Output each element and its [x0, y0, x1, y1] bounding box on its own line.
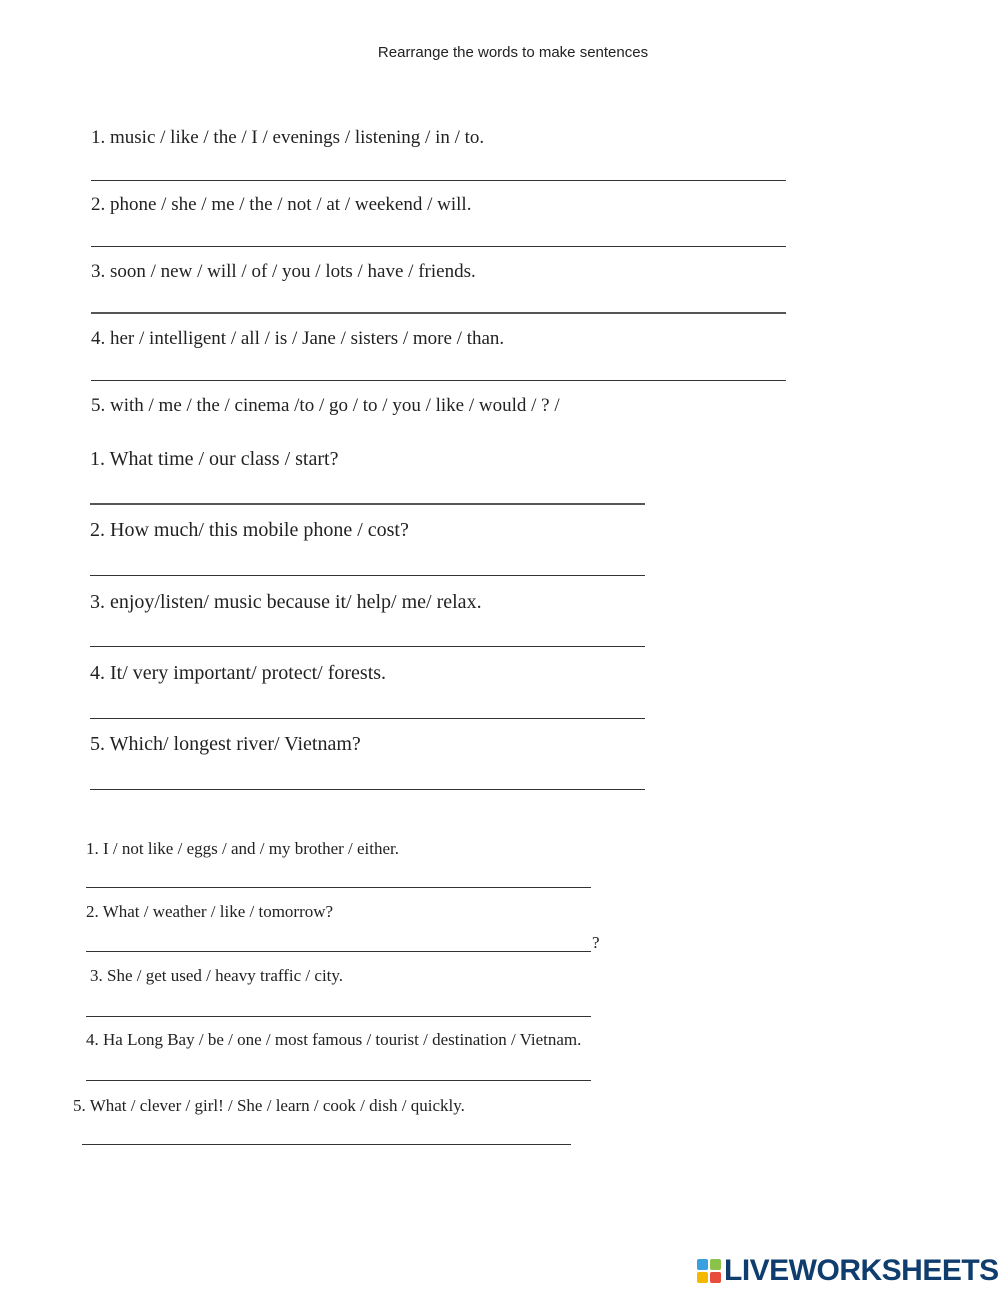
logo-square-blue — [697, 1259, 708, 1270]
logo-square-green — [710, 1259, 721, 1270]
question-3-2: 2. What / weather / like / tomorrow? — [86, 902, 334, 921]
answer-line-2-5[interactable] — [90, 789, 645, 790]
question-2-5: 5. Which/ longest river/ Vietnam? — [90, 733, 361, 755]
question-2-1: 1. What time / our class / start? — [90, 448, 339, 470]
question-1-1: 1. music / like / the / I / evenings / listening / in / to. — [91, 127, 485, 148]
question-2-4: 4. It/ very important/ protect/ forests. — [90, 662, 387, 684]
question-3-1: 1. I / not like / eggs / and / my brother / either. — [86, 839, 400, 858]
question-1-3: 3. soon / new / will / of / you / lots / have / friends. — [91, 261, 476, 282]
answer-line-3-5[interactable] — [82, 1144, 571, 1145]
logo-text: LIVEWORKSHEETS — [724, 1254, 999, 1287]
logo-square-yellow — [697, 1272, 708, 1283]
logo-square-red — [710, 1272, 721, 1283]
answer-line-2-1[interactable] — [90, 503, 645, 505]
question-3-4: 4. Ha Long Bay / be / one / most famous / tourist / destination / Vietnam. — [86, 1030, 582, 1049]
answer-line-1-2[interactable] — [91, 246, 786, 247]
answer-question-mark: ? — [592, 933, 600, 952]
page-title: Rearrange the words to make sentences — [377, 44, 649, 61]
answer-line-1-4[interactable] — [91, 380, 786, 381]
question-2-2: 2. How much/ this mobile phone / cost? — [90, 519, 409, 541]
answer-line-3-2[interactable] — [86, 951, 591, 952]
answer-line-2-4[interactable] — [90, 718, 645, 719]
question-2-3: 3. enjoy/listen/ music because it/ help/ me/ relax. — [90, 591, 482, 613]
question-1-2: 2. phone / she / me / the / not / at / weekend / will. — [91, 194, 472, 215]
liveworksheets-logo-icon — [697, 1259, 721, 1283]
question-3-3: 3. She / get used / heavy traffic / city. — [90, 966, 344, 985]
question-3-5: 5. What / clever / girl! / She / learn / cook / dish / quickly. — [73, 1096, 465, 1115]
answer-line-2-2[interactable] — [90, 575, 645, 576]
answer-line-3-4[interactable] — [86, 1080, 591, 1081]
answer-line-2-3[interactable] — [90, 646, 645, 647]
answer-line-3-3[interactable] — [86, 1016, 591, 1017]
question-1-5: 5. with / me / the / cinema /to / go / to / you / like / would / ? / — [91, 395, 560, 416]
answer-line-1-1[interactable] — [91, 180, 786, 181]
question-1-4: 4. her / intelligent / all / is / Jane / sisters / more / than. — [91, 328, 505, 349]
answer-line-1-3[interactable] — [91, 312, 786, 314]
liveworksheets-logo — [697, 1254, 999, 1288]
answer-line-3-1[interactable] — [86, 887, 591, 888]
